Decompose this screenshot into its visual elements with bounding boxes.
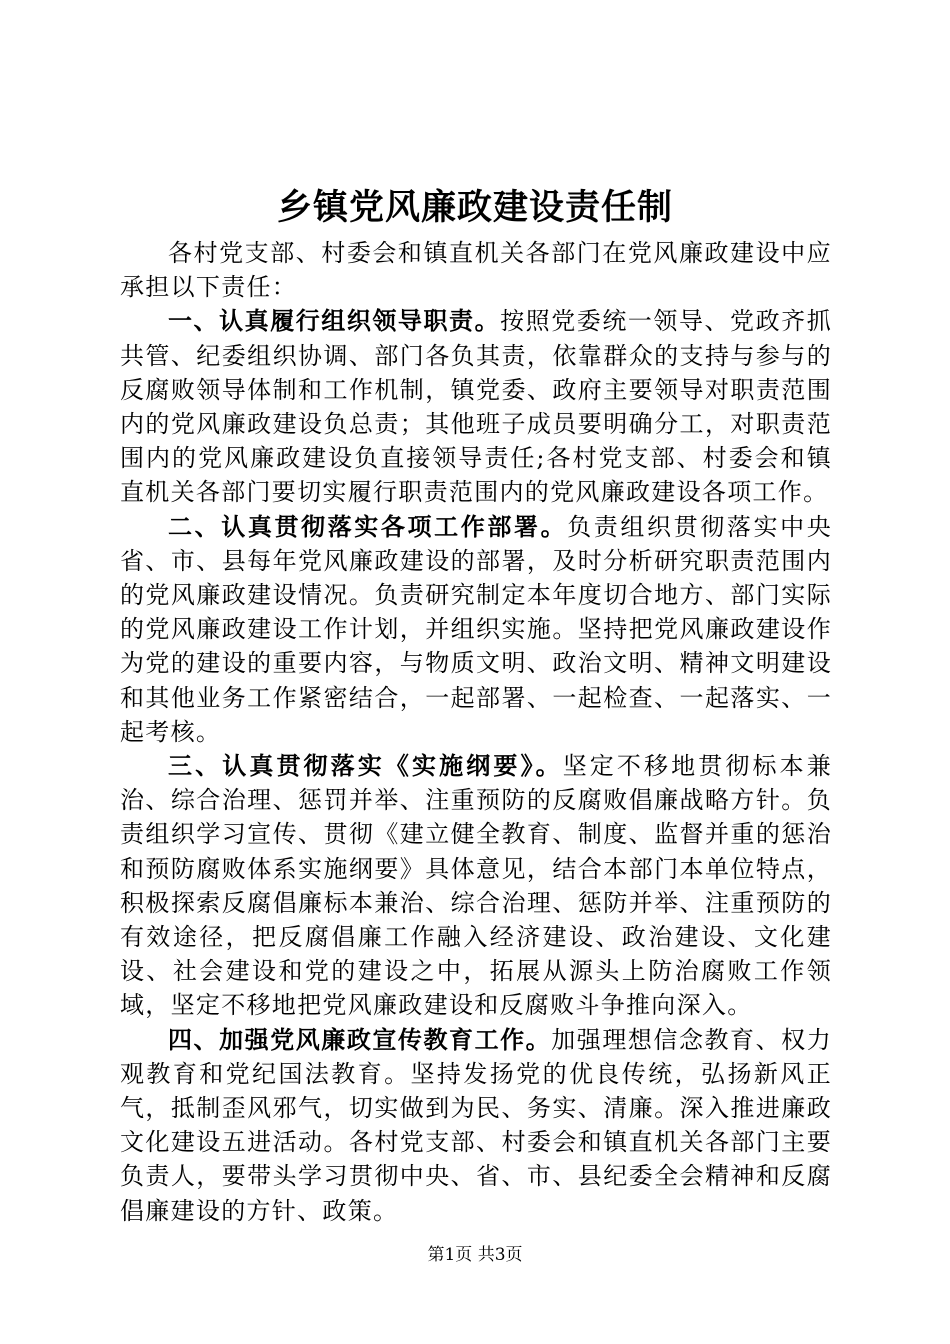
document-body [120, 236, 832, 1228]
section-4-text: 加强理想信念教育、权力观教育和党纪国法教育。坚持发扬党的优良传统，弘扬新风正气，抵制歪风邪气，切实做到为民、务实、清廉。深入推进廉政文化建设五进活动。各村党支部、村委会和镇直机关各部门主要负责人，要带头学习贯彻中央、省、市、县纪委全会精神和反腐倡廉建设的方针、政策。 [120, 1025, 832, 1225]
section-3-text: 坚定不移地贯彻标本兼治、综合治理、惩罚并举、注重预防的反腐败倡廉战略方针。负责组织学习宣传、贯彻《建立健全教育、制度、监督并重的惩治和预防腐败体系实施纲要》具体意见，结合本部门本单位特点，积极探索反腐倡廉标本兼治、综合治理、惩防并举、注重预防的有效途径，把反腐倡廉工作融入经济建设、政治建设、文化建设、社会建设和党的建设之中，拓展从源头上防治腐败工作领域，坚定不移地把党风廉政建设和反腐败斗争推向深入。 [120, 752, 832, 1020]
section-1-heading: 一、认真履行组织领导职责。 [168, 306, 501, 336]
section-2-text: 负责组织贯彻落实中央省、市、县每年党风廉政建设的部署，及时分析研究职责范围内的党风廉政建设情况。负责研究制定本年度切合地方、部门实际的党风廉政建设工作计划，并组织实施。坚持把党风廉政建设作为党的建设的重要内容，与物质文明、政治文明、精神文明建设和其他业务工作紧密结合，一起部署、一起检查、一起落实、一起考核。 [120, 512, 832, 746]
section-3-heading: 三、认真贯彻落实《实施纲要》。 [168, 751, 563, 781]
intro-paragraph: 各村党支部、村委会和镇直机关各部门在党风廉政建设中应承担以下责任： [120, 239, 832, 302]
section-4-heading: 四、加强党风廉政宣传教育工作。 [168, 1024, 552, 1054]
section-1-paragraph [120, 304, 832, 509]
section-3-paragraph [120, 749, 832, 1023]
section-2-paragraph [120, 510, 832, 749]
page-footer: 第1页 共3页 [427, 1245, 523, 1265]
section-1-text: 按照党委统一领导、党政齐抓共管、纪委组织协调、部门各负其责，依靠群众的支持与参与的反腐败领导体制和工作机制，镇党委、政府主要领导对职责范围内的党风廉政建设负总责；其他班子成员要明确分工，对职责范围内的党风廉政建设负直接领导责任;各村党支部、村委会和镇直机关各部门要切实履行职责范围内的党风廉政建设各项工作。 [120, 307, 832, 507]
section-2-heading: 二、认真贯彻落实各项工作部署。 [168, 511, 568, 541]
document-title: 乡镇党风廉政建设责任制 [276, 187, 673, 228]
section-4-paragraph [120, 1023, 832, 1228]
